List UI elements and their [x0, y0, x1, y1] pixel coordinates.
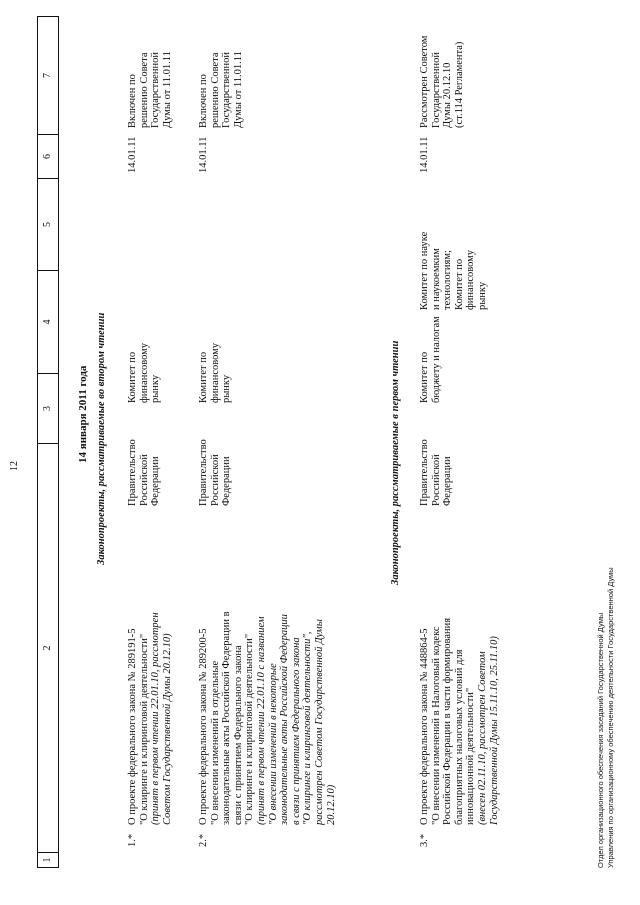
- item-note-line: Государственной Думы 15.11.10, 25.11.10): [488, 636, 500, 825]
- item-status-line: Государственной: [150, 52, 162, 128]
- item-author-line: Российской: [209, 454, 221, 506]
- item-note-line: 20.12.10): [325, 784, 337, 825]
- footer-line: Отдел организационного обеспечения заседаний Государственной Думы: [596, 612, 605, 868]
- item-committee-line: Комитет по: [419, 351, 430, 403]
- item-author-line: Правительство: [419, 439, 430, 506]
- item-status-line: решению Совета: [138, 52, 150, 128]
- item-note-line: "О внесении изменений в некоторые: [267, 663, 279, 825]
- column-header-2: 2: [37, 444, 59, 853]
- item-co-committee-line: и наукоемким: [430, 248, 442, 310]
- item-title-line: "О клиринге и клиринговой деятельности": [244, 633, 256, 825]
- item-status-line: Думы от 11.01.11: [161, 51, 173, 128]
- section-title-second-reading: Законопроекты, рассматриваемые во втором чтении: [96, 312, 107, 565]
- item-note-line: "О клиринге и клиринговой деятельности",: [302, 631, 314, 825]
- item-author-line: Российской: [430, 454, 442, 506]
- item-status-line: Включен по: [198, 74, 209, 128]
- item-co-committee-line: рынку: [477, 281, 488, 310]
- item-committee-line: бюджету и налогам: [430, 316, 442, 403]
- date-heading: 14 января 2011 года: [77, 365, 89, 463]
- item-date: 14.01.11: [127, 136, 138, 173]
- item-author-line: Правительство: [127, 439, 138, 506]
- item-status-line: Думы 20.12.10: [442, 62, 454, 128]
- section-title-first-reading: Законопроекты, рассматриваемые в первом чтении: [390, 340, 401, 585]
- item-note-line: (принят в первом чтении 22.01.10 с названием: [256, 616, 267, 825]
- item-co-committee-line: Комитет по: [453, 258, 465, 310]
- footer-line: Управления по организационному обеспечению деятельности Государственной Думы: [606, 567, 615, 868]
- item-status-line: решению Совета: [209, 52, 221, 128]
- item-committee-line: Комитет по: [127, 351, 138, 403]
- item-note-line: Советом Государственной Думы 20.12.10): [161, 633, 173, 825]
- item-title-line: инновационной деятельности": [465, 687, 477, 825]
- item-committee-line: финансовому: [209, 342, 221, 403]
- item-status-line: Рассмотрен Советом: [419, 35, 430, 128]
- item-author-line: Правительство: [198, 439, 209, 506]
- item-title-line: "О внесении изменений в отдельные: [209, 660, 221, 825]
- item-status-line: Государственной: [221, 52, 233, 128]
- item-number: 1.*: [127, 833, 138, 847]
- item-author-line: Федерации: [150, 456, 162, 506]
- item-number: 2.*: [198, 833, 209, 847]
- item-title-line: законодательные акты Российской Федерации в: [221, 611, 233, 825]
- item-committee-line: рынку: [221, 374, 233, 403]
- column-header-3: 3: [37, 374, 59, 444]
- item-title-line: О проекте федерального закона № 448864-5: [419, 628, 430, 825]
- page-number: 12: [9, 461, 20, 471]
- item-note-line: в связи с принятием Федерального закона: [290, 637, 302, 825]
- item-title-line: "О клиринге и клиринговой деятельности": [138, 633, 150, 825]
- item-note-line: законодательные акты Российской Федерации: [279, 614, 291, 825]
- item-title-line: благоприятных налоговых условий для: [453, 649, 465, 825]
- item-title-line: "О внесении изменений в Налоговый кодекс: [430, 626, 442, 825]
- item-author-line: Российской: [138, 454, 150, 506]
- item-author-line: Федерации: [221, 456, 233, 506]
- item-title-line: О проекте федерального закона № 289200-5: [198, 628, 209, 825]
- item-note-line: рассмотрен Советом Государственной Думы: [314, 619, 325, 825]
- item-co-committee-line: Комитет по науке: [419, 231, 430, 310]
- item-title-line: связи с принятием Федерального закона: [232, 645, 244, 825]
- item-number: 3.*: [419, 833, 430, 847]
- item-title-line: О проекте федерального закона № 289191-5: [127, 628, 138, 825]
- column-header-1: 1: [37, 853, 59, 868]
- column-header-5: 5: [37, 179, 59, 271]
- item-note-line: (внесен 02.11.10, рассмотрен Советом: [477, 651, 488, 825]
- item-author-line: Федерации: [442, 456, 454, 506]
- item-co-committee-line: финансовому: [465, 249, 477, 310]
- column-header-7: 7: [37, 16, 59, 135]
- item-status-line: Государственной: [430, 52, 442, 128]
- item-status-line: Думы от 11.01.11: [232, 51, 244, 128]
- item-status-line: (ст.114 Регламента): [453, 41, 465, 128]
- item-title-line: Российской Федерации в части формирования: [442, 617, 454, 825]
- item-committee-line: Комитет по: [198, 351, 209, 403]
- item-date: 14.01.11: [419, 136, 430, 173]
- column-header-6: 6: [37, 135, 59, 179]
- item-co-committee-line: технологиям;: [442, 250, 454, 310]
- item-committee-line: финансовому: [138, 342, 150, 403]
- item-committee-line: рынку: [150, 374, 162, 403]
- item-note-line: (принят в первом чтении 22.01.10, рассмотрен: [150, 612, 162, 825]
- column-header-4: 4: [37, 271, 59, 374]
- item-date: 14.01.11: [198, 136, 209, 173]
- item-status-line: Включен по: [127, 74, 138, 128]
